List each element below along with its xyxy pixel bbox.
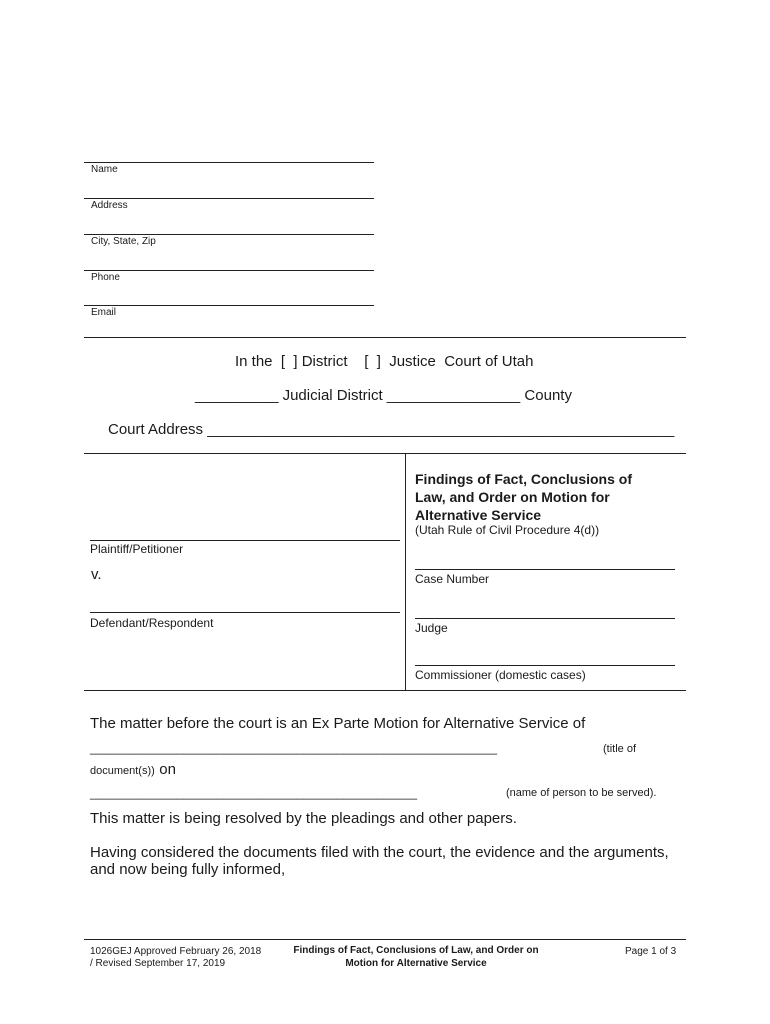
plaintiff-line[interactable]: [90, 540, 400, 541]
document-title-line-3: Alternative Service: [415, 507, 542, 523]
versus-label: v.: [91, 566, 102, 583]
caption-divider: [405, 453, 406, 690]
email-field-line[interactable]: [84, 305, 374, 306]
documents-label: document(s)): [90, 765, 155, 777]
footer-title-line-1: Findings of Fact, Conclusions of Law, and Order on: [293, 945, 539, 956]
rule-reference: (Utah Rule of Civil Procedure 4(d)): [415, 523, 600, 537]
document-title: [415, 470, 632, 524]
commissioner-line[interactable]: [415, 665, 675, 666]
case-number-line[interactable]: [415, 569, 675, 570]
phone-field-line[interactable]: [84, 270, 374, 271]
court-type-line: In the [ ] District [ ] Justice Court of Utah: [235, 353, 534, 370]
motion-paragraph-line-2: [90, 761, 176, 779]
judge-label: Judge: [415, 621, 448, 635]
footer-title-line-2: Motion for Alternative Service: [345, 958, 487, 969]
on-label: on: [159, 761, 176, 778]
person-served-suffix: (name of person to be served).: [506, 787, 657, 799]
page-number: Page 1 of 3: [625, 946, 677, 957]
findings-intro-line-1: Having considered the documents filed with the court, the evidence and the arguments,: [90, 844, 669, 861]
defendant-line[interactable]: [90, 612, 400, 613]
caption-bottom-border: [84, 690, 686, 691]
plaintiff-label: Plaintiff/Petitioner: [90, 542, 184, 556]
case-number-label: Case Number: [415, 572, 490, 586]
footer-revised-date: / Revised September 17, 2019: [90, 958, 226, 969]
footer-form-number: [90, 946, 261, 970]
address-field-label: Address: [91, 200, 128, 211]
defendant-label: Defendant/Respondent: [90, 616, 214, 630]
address-field-line[interactable]: [84, 198, 374, 199]
judge-line[interactable]: [415, 618, 675, 619]
motion-paragraph-line-1: The matter before the court is an Ex Parte Motion for Alternative Service of: [90, 715, 586, 732]
footer-divider: [84, 939, 686, 940]
document-title-line-2: Law, and Order on Motion for: [415, 489, 610, 505]
document-title-line-1: Findings of Fact, Conclusions of: [415, 471, 632, 487]
email-field-label: Email: [91, 307, 117, 318]
city-state-zip-field-label: City, State, Zip: [91, 236, 156, 247]
title-of-suffix: (title of: [603, 743, 637, 755]
commissioner-label: Commissioner (domestic cases): [415, 668, 586, 682]
footer-document-title: [276, 944, 556, 970]
court-address-line: Court Address ________________________________________________________: [108, 421, 675, 438]
footer-approved-date: 1026GEJ Approved February 26, 2018: [90, 946, 262, 957]
findings-intro-line-2: and now being fully informed,: [90, 861, 286, 878]
name-field-label: Name: [91, 164, 118, 175]
caption-top-border: [84, 453, 686, 454]
phone-field-label: Phone: [91, 272, 120, 283]
name-field-line[interactable]: [84, 162, 374, 163]
document-title-blank[interactable]: _____________________________________________________________: [90, 741, 498, 755]
header-divider: [84, 337, 686, 338]
resolution-paragraph: This matter is being resolved by the pleadings and other papers.: [90, 810, 517, 827]
city-state-zip-field-line[interactable]: [84, 234, 374, 235]
judicial-district-line: __________ Judicial District ________________ County: [195, 387, 572, 404]
person-served-blank[interactable]: _________________________________________________: [90, 786, 418, 800]
